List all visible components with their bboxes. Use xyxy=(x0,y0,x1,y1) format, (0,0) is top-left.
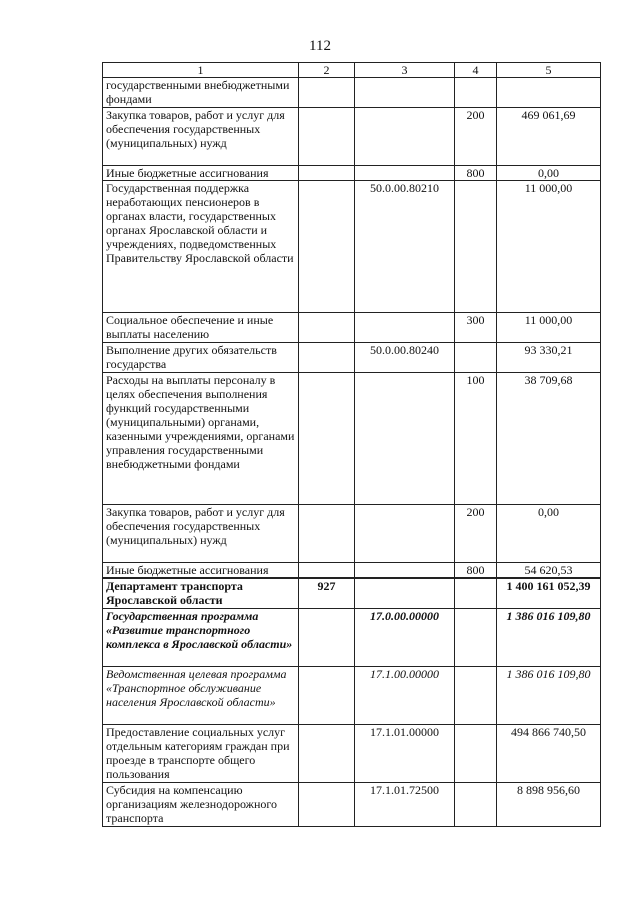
row-target-code: 17.0.00.00000 xyxy=(355,608,455,666)
row-expense-kind xyxy=(455,343,497,373)
row-dept-code xyxy=(299,505,355,563)
row-expense-kind xyxy=(455,78,497,108)
row-amount: 93 330,21 xyxy=(497,343,601,373)
table-row xyxy=(103,166,601,181)
row-name: Ведомственная целевая программа «Транспортное обслуживание населения Ярославской области» xyxy=(103,666,299,724)
row-target-code xyxy=(355,505,455,563)
row-dept-code: 927 xyxy=(299,578,355,608)
row-amount: 494 866 740,50 xyxy=(497,724,601,782)
row-amount: 1 386 016 109,80 xyxy=(497,608,601,666)
row-name: Государственная программа «Развитие транспортного комплекса в Ярославской области» xyxy=(103,608,299,666)
row-dept-code xyxy=(299,313,355,343)
row-dept-code xyxy=(299,78,355,108)
row-dept-code xyxy=(299,343,355,373)
row-target-code xyxy=(355,313,455,343)
row-target-code xyxy=(355,166,455,181)
table-row xyxy=(103,578,601,608)
row-target-code: 17.1.01.00000 xyxy=(355,724,455,782)
row-dept-code xyxy=(299,181,355,313)
row-expense-kind: 200 xyxy=(455,505,497,563)
row-target-code xyxy=(355,108,455,166)
row-expense-kind: 200 xyxy=(455,108,497,166)
row-name: Субсидия на компенсацию организациям железнодорожного транспорта xyxy=(103,782,299,826)
row-target-code xyxy=(355,373,455,505)
row-expense-kind xyxy=(455,181,497,313)
column-header: 5 xyxy=(497,63,601,78)
table-row xyxy=(103,782,601,826)
table-row xyxy=(103,608,601,666)
table-row xyxy=(103,108,601,166)
column-header: 1 xyxy=(103,63,299,78)
row-target-code xyxy=(355,578,455,608)
row-dept-code xyxy=(299,563,355,579)
row-target-code xyxy=(355,563,455,579)
row-target-code: 50.0.00.80240 xyxy=(355,343,455,373)
row-amount: 54 620,53 xyxy=(497,563,601,579)
row-target-code: 17.1.00.00000 xyxy=(355,666,455,724)
row-dept-code xyxy=(299,166,355,181)
row-amount: 1 400 161 052,39 xyxy=(497,578,601,608)
row-dept-code xyxy=(299,373,355,505)
row-target-code xyxy=(355,78,455,108)
row-name: Департамент транспорта Ярославской области xyxy=(103,578,299,608)
row-amount: 8 898 956,60 xyxy=(497,782,601,826)
table-row xyxy=(103,373,601,505)
column-header: 2 xyxy=(299,63,355,78)
row-dept-code xyxy=(299,108,355,166)
row-name: Закупка товаров, работ и услуг для обеспечения государственных (муниципальных) нужд xyxy=(103,108,299,166)
table-row xyxy=(103,343,601,373)
row-name: государственными внебюджетными фондами xyxy=(103,78,299,108)
row-amount: 38 709,68 xyxy=(497,373,601,505)
column-header: 4 xyxy=(455,63,497,78)
row-target-code: 17.1.01.72500 xyxy=(355,782,455,826)
row-expense-kind: 800 xyxy=(455,563,497,579)
row-expense-kind xyxy=(455,782,497,826)
row-amount: 1 386 016 109,80 xyxy=(497,666,601,724)
row-amount: 11 000,00 xyxy=(497,313,601,343)
row-dept-code xyxy=(299,782,355,826)
row-name: Иные бюджетные ассигнования xyxy=(103,166,299,181)
row-dept-code xyxy=(299,608,355,666)
row-name: Выполнение других обязательств государства xyxy=(103,343,299,373)
row-name: Расходы на выплаты персоналу в целях обеспечения выполнения функций государственными (муниципальными) органами, казенными учреждениями, органами управления государственными внебюджетными фондами xyxy=(103,373,299,505)
row-expense-kind xyxy=(455,724,497,782)
table-row xyxy=(103,505,601,563)
row-expense-kind: 800 xyxy=(455,166,497,181)
row-name: Предоставление социальных услуг отдельным категориям граждан при проезде в транспорте общего пользования xyxy=(103,724,299,782)
row-dept-code xyxy=(299,724,355,782)
row-expense-kind: 100 xyxy=(455,373,497,505)
row-name: Государственная поддержка неработающих пенсионеров в органах власти, государственных органах Ярославской области и учреждениях, подведомственных Правительству Ярославской области xyxy=(103,181,299,313)
row-target-code: 50.0.00.80210 xyxy=(355,181,455,313)
row-name: Закупка товаров, работ и услуг для обеспечения государственных (муниципальных) нужд xyxy=(103,505,299,563)
table-row xyxy=(103,313,601,343)
row-amount xyxy=(497,78,601,108)
row-expense-kind: 300 xyxy=(455,313,497,343)
row-amount: 0,00 xyxy=(497,505,601,563)
budget-table xyxy=(102,62,601,827)
row-dept-code xyxy=(299,666,355,724)
table-row xyxy=(103,78,601,108)
row-name: Иные бюджетные ассигнования xyxy=(103,563,299,579)
table-row xyxy=(103,666,601,724)
table-row xyxy=(103,563,601,579)
row-expense-kind xyxy=(455,608,497,666)
row-expense-kind xyxy=(455,578,497,608)
row-amount: 469 061,69 xyxy=(497,108,601,166)
table-row xyxy=(103,181,601,313)
table-row xyxy=(103,724,601,782)
row-name: Социальное обеспечение и иные выплаты населению xyxy=(103,313,299,343)
page-number: 112 xyxy=(309,38,331,54)
table-header-row xyxy=(103,63,601,78)
row-amount: 0,00 xyxy=(497,166,601,181)
row-expense-kind xyxy=(455,666,497,724)
row-amount: 11 000,00 xyxy=(497,181,601,313)
column-header: 3 xyxy=(355,63,455,78)
